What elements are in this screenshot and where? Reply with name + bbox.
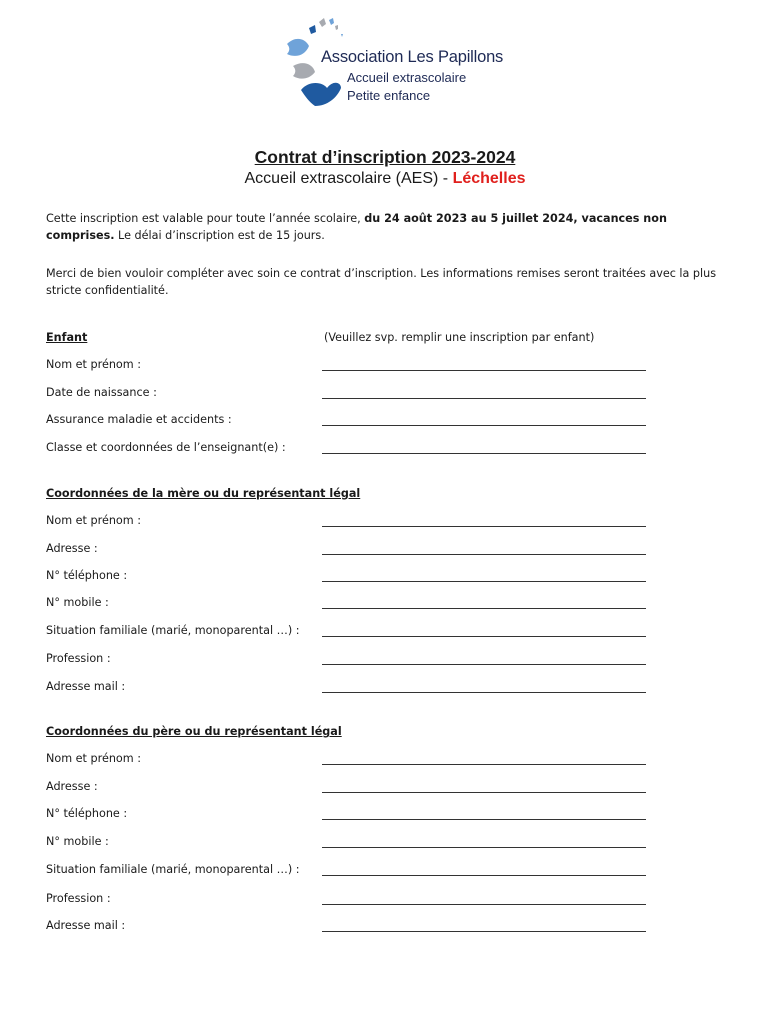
- field-line-enfant-classe[interactable]: [322, 453, 646, 454]
- field-line-mere-telephone[interactable]: [322, 581, 646, 582]
- logo-subtitle-2: Petite enfance: [347, 88, 431, 103]
- field-label-pere-mail: Adresse mail :: [46, 919, 126, 932]
- field-label-enfant-nom: Nom et prénom :: [46, 358, 141, 371]
- butterfly-gray: [293, 63, 315, 79]
- field-label-pere-mobile: N° mobile :: [46, 835, 109, 848]
- field-line-pere-situation[interactable]: [322, 875, 646, 876]
- field-label-pere-telephone: N° téléphone :: [46, 807, 128, 820]
- field-line-enfant-naissance[interactable]: [322, 398, 646, 399]
- field-label-pere-profession: Profession :: [46, 892, 111, 905]
- small-butterfly-2: [329, 18, 334, 25]
- field-label-pere-situation: Situation familiale (marié, monoparental …) :: [46, 863, 300, 876]
- field-line-mere-profession[interactable]: [322, 664, 646, 665]
- field-label-mere-mobile: N° mobile :: [46, 596, 109, 609]
- section-title-pere: Coordonnées du père ou du représentant légal: [46, 725, 342, 738]
- document-title: Contrat d’inscription 2023-2024: [254, 147, 516, 167]
- small-butterfly-3: [335, 25, 338, 30]
- field-label-mere-adresse: Adresse :: [46, 542, 98, 555]
- intro-p1-bold: du 24 août 2023 au 5 juillet 2024, vacances non comprises.: [46, 212, 667, 242]
- field-line-pere-mobile[interactable]: [322, 847, 646, 848]
- butterfly-dark-blue: [301, 83, 341, 106]
- logo-subtitle-1: Accueil extrascolaire: [347, 70, 467, 85]
- document-subtitle: [0, 170, 770, 188]
- field-label-mere-situation: Situation familiale (marié, monoparental …) :: [46, 624, 300, 637]
- subtitle-prefix: Accueil extrascolaire (AES) -: [244, 170, 453, 187]
- field-label-enfant-naissance: Date de naissance :: [46, 386, 157, 399]
- intro-p1-text-a: Cette inscription est valable pour toute l’année scolaire,: [46, 212, 365, 225]
- small-butterfly-5: [309, 25, 316, 34]
- small-butterfly-1: [319, 18, 326, 27]
- field-line-pere-adresse[interactable]: [322, 792, 646, 793]
- field-line-enfant-assurance[interactable]: [322, 425, 646, 426]
- field-line-mere-situation[interactable]: [322, 636, 646, 637]
- small-butterfly-4: [341, 34, 343, 37]
- field-line-enfant-nom[interactable]: [322, 370, 646, 371]
- section-note-enfant: (Veuillez svp. remplir une inscription par enfant): [324, 331, 595, 344]
- field-label-pere-nom: Nom et prénom :: [46, 752, 141, 765]
- intro-paragraph-1: [46, 210, 736, 244]
- section-title-enfant: Enfant: [46, 331, 88, 344]
- field-line-pere-nom[interactable]: [322, 764, 646, 765]
- intro-p1-text-c: Le délai d’inscription est de 15 jours.: [114, 229, 325, 242]
- butterfly-light-blue: [287, 39, 309, 56]
- field-line-mere-adresse[interactable]: [322, 554, 646, 555]
- field-label-mere-nom: Nom et prénom :: [46, 514, 141, 527]
- logo-association-name: Association Les Papillons: [321, 48, 504, 66]
- field-label-mere-profession: Profession :: [46, 652, 111, 665]
- field-label-pere-adresse: Adresse :: [46, 780, 98, 793]
- field-line-pere-profession[interactable]: [322, 904, 646, 905]
- field-line-mere-mobile[interactable]: [322, 608, 646, 609]
- field-line-pere-mail[interactable]: [322, 931, 646, 932]
- field-label-enfant-assurance: Assurance maladie et accidents :: [46, 413, 232, 426]
- subtitle-location: Léchelles: [452, 170, 526, 187]
- field-line-mere-nom[interactable]: [322, 526, 646, 527]
- field-label-mere-mail: Adresse mail :: [46, 680, 126, 693]
- field-line-mere-mail[interactable]: [322, 692, 646, 693]
- field-line-pere-telephone[interactable]: [322, 819, 646, 820]
- intro-paragraph-2: Merci de bien vouloir compléter avec soin ce contrat d’inscription. Les informations remises seront traitées avec la plus stricte confidentialité.: [46, 267, 717, 297]
- section-title-mere: Coordonnées de la mère ou du représentant légal: [46, 487, 361, 500]
- field-label-enfant-classe: Classe et coordonnées de l’enseignant(e) :: [46, 441, 286, 454]
- field-label-mere-telephone: N° téléphone :: [46, 569, 128, 582]
- association-logo: [283, 14, 503, 110]
